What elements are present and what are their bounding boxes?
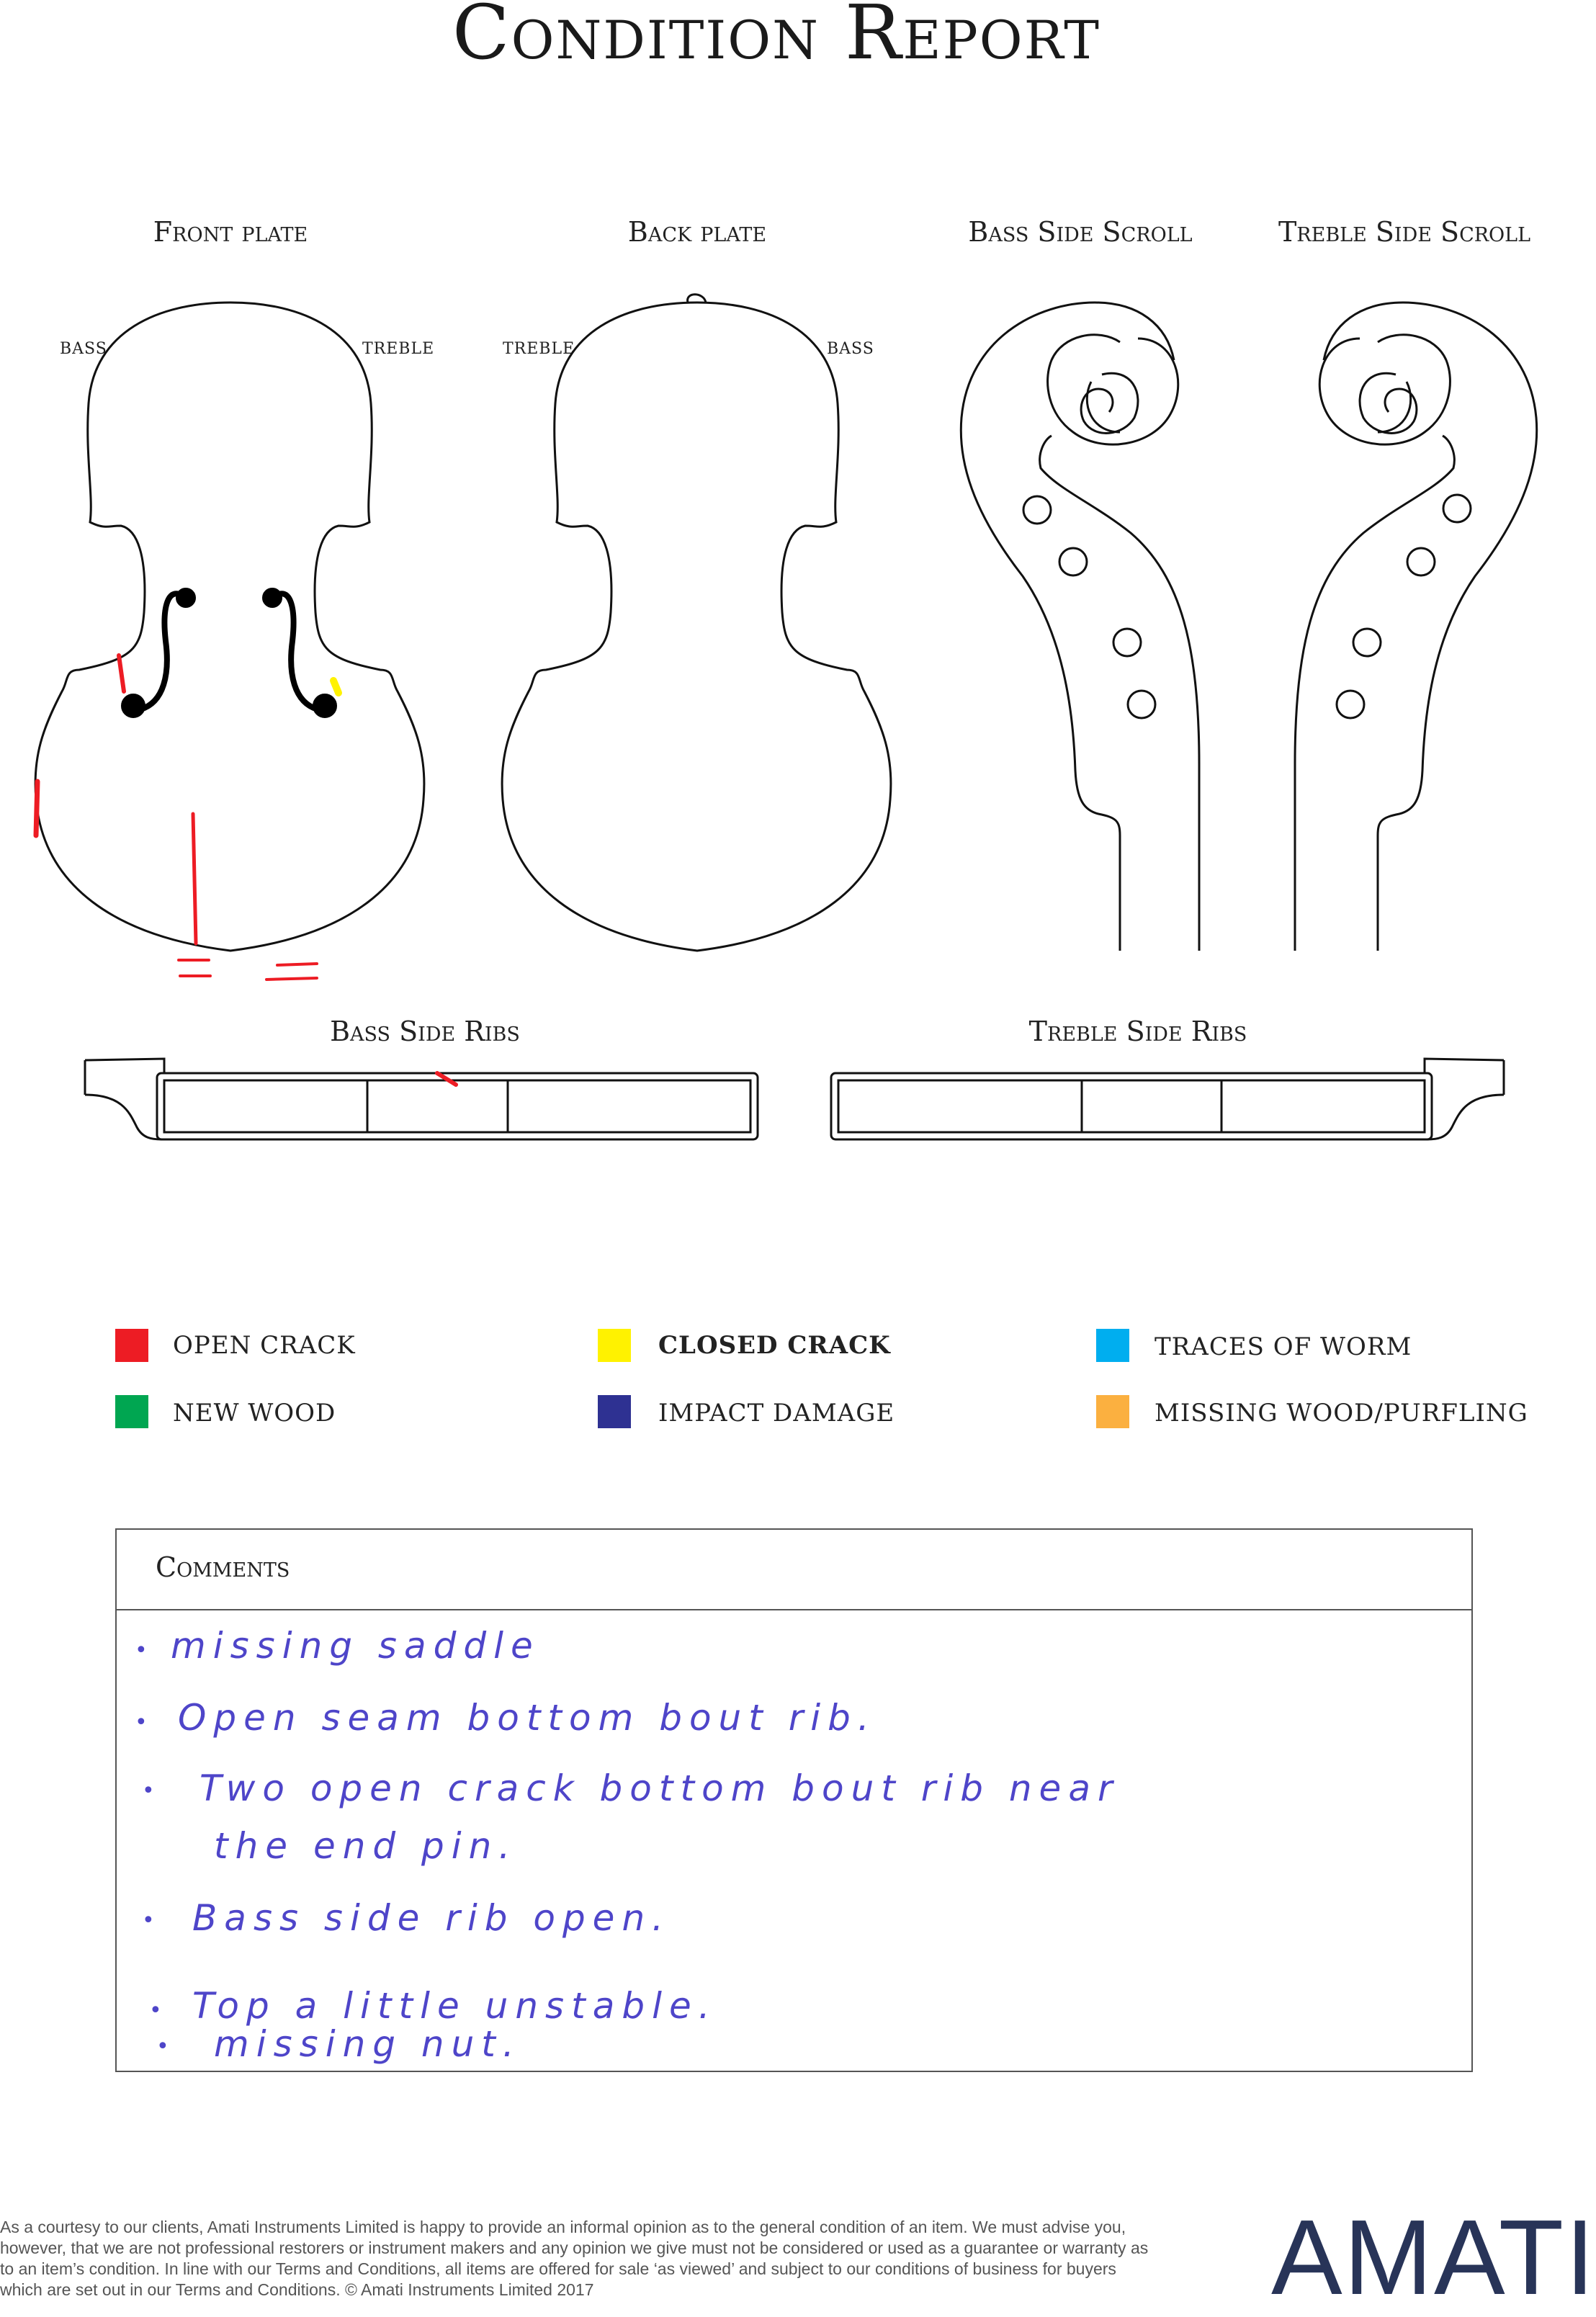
bullet: •: [135, 1638, 148, 1663]
legend-label-traces-of-worm: TRACES OF WORM: [1155, 1332, 1412, 1361]
comment-line: Top a little unstable.: [192, 1985, 717, 2027]
treble-ribs-diagram: [0, 0, 1553, 1188]
disclaimer-text: As a courtesy to our clients, Amati Instruments Limited is happy to provide an informal opinion as to the general condition of an item. We must advise you, however, that we are not professional restorers or instrument makers and any opinion we give must not be considered or used as a guarantee or warranty as to an item’s condition. In line with our Terms and Conditions, all items are offered for sale ‘as viewed’ and subject to our conditions of business for buyers which are set out in our Terms and Conditions. © Amati Instruments Limited 2017: [0, 2218, 1149, 2299]
legend-label-open-crack: OPEN CRACK: [173, 1331, 356, 1360]
comment-line: Bass side rib open.: [192, 1897, 671, 1939]
back-bass-label: BASS: [827, 340, 874, 358]
back-plate-title: Back plate: [627, 216, 767, 248]
legend-label-impact-damage: IMPACT DAMAGE: [658, 1399, 895, 1428]
legend-swatch-missing-wood: [1096, 1395, 1129, 1428]
legend-swatch-impact-damage: [598, 1395, 631, 1428]
legend-swatch-new-wood: [115, 1395, 148, 1428]
bass-scroll-title: Bass Side Scroll: [968, 216, 1193, 248]
treble-ribs-title: Treble Side Ribs: [1028, 1016, 1247, 1047]
front-bass-label: BASS: [60, 340, 107, 358]
front-treble-label: TREBLE: [362, 340, 435, 358]
bullet: •: [149, 1998, 162, 2023]
legend-label-missing-wood: MISSING WOOD/PURFLING: [1155, 1399, 1528, 1428]
back-treble-label: TREBLE: [503, 340, 575, 358]
legend-swatch-traces-of-worm: [1096, 1329, 1129, 1362]
comments-title: Comments: [156, 1551, 290, 1583]
comment-line: Open seam bottom bout rib.: [178, 1697, 877, 1739]
bullet: •: [135, 1710, 148, 1735]
bullet: •: [156, 2034, 169, 2059]
bullet: •: [142, 1908, 155, 1933]
comment-line: missing nut.: [214, 2023, 521, 2065]
bullet: •: [142, 1778, 155, 1803]
legend-label-new-wood: NEW WOOD: [173, 1399, 336, 1428]
treble-scroll-title: Treble Side Scroll: [1278, 216, 1531, 248]
comment-line: Two open crack bottom bout rib near: [200, 1767, 1120, 1809]
comment-line: missing saddle: [171, 1625, 540, 1667]
legend-label-closed-crack: CLOSED CRACK: [658, 1331, 891, 1360]
comments-box: [115, 1528, 1473, 2072]
bass-ribs-title: Bass Side Ribs: [330, 1016, 520, 1047]
comment-line: the end pin.: [214, 1825, 518, 1867]
page-title: Condition Report: [452, 0, 1100, 76]
legend-swatch-closed-crack: [598, 1329, 631, 1362]
comments-header: [117, 1530, 1471, 1610]
front-plate-title: Front plate: [153, 216, 308, 248]
legend-swatch-open-crack: [115, 1329, 148, 1362]
brand-logo: AMATI: [1271, 2198, 1596, 2317]
